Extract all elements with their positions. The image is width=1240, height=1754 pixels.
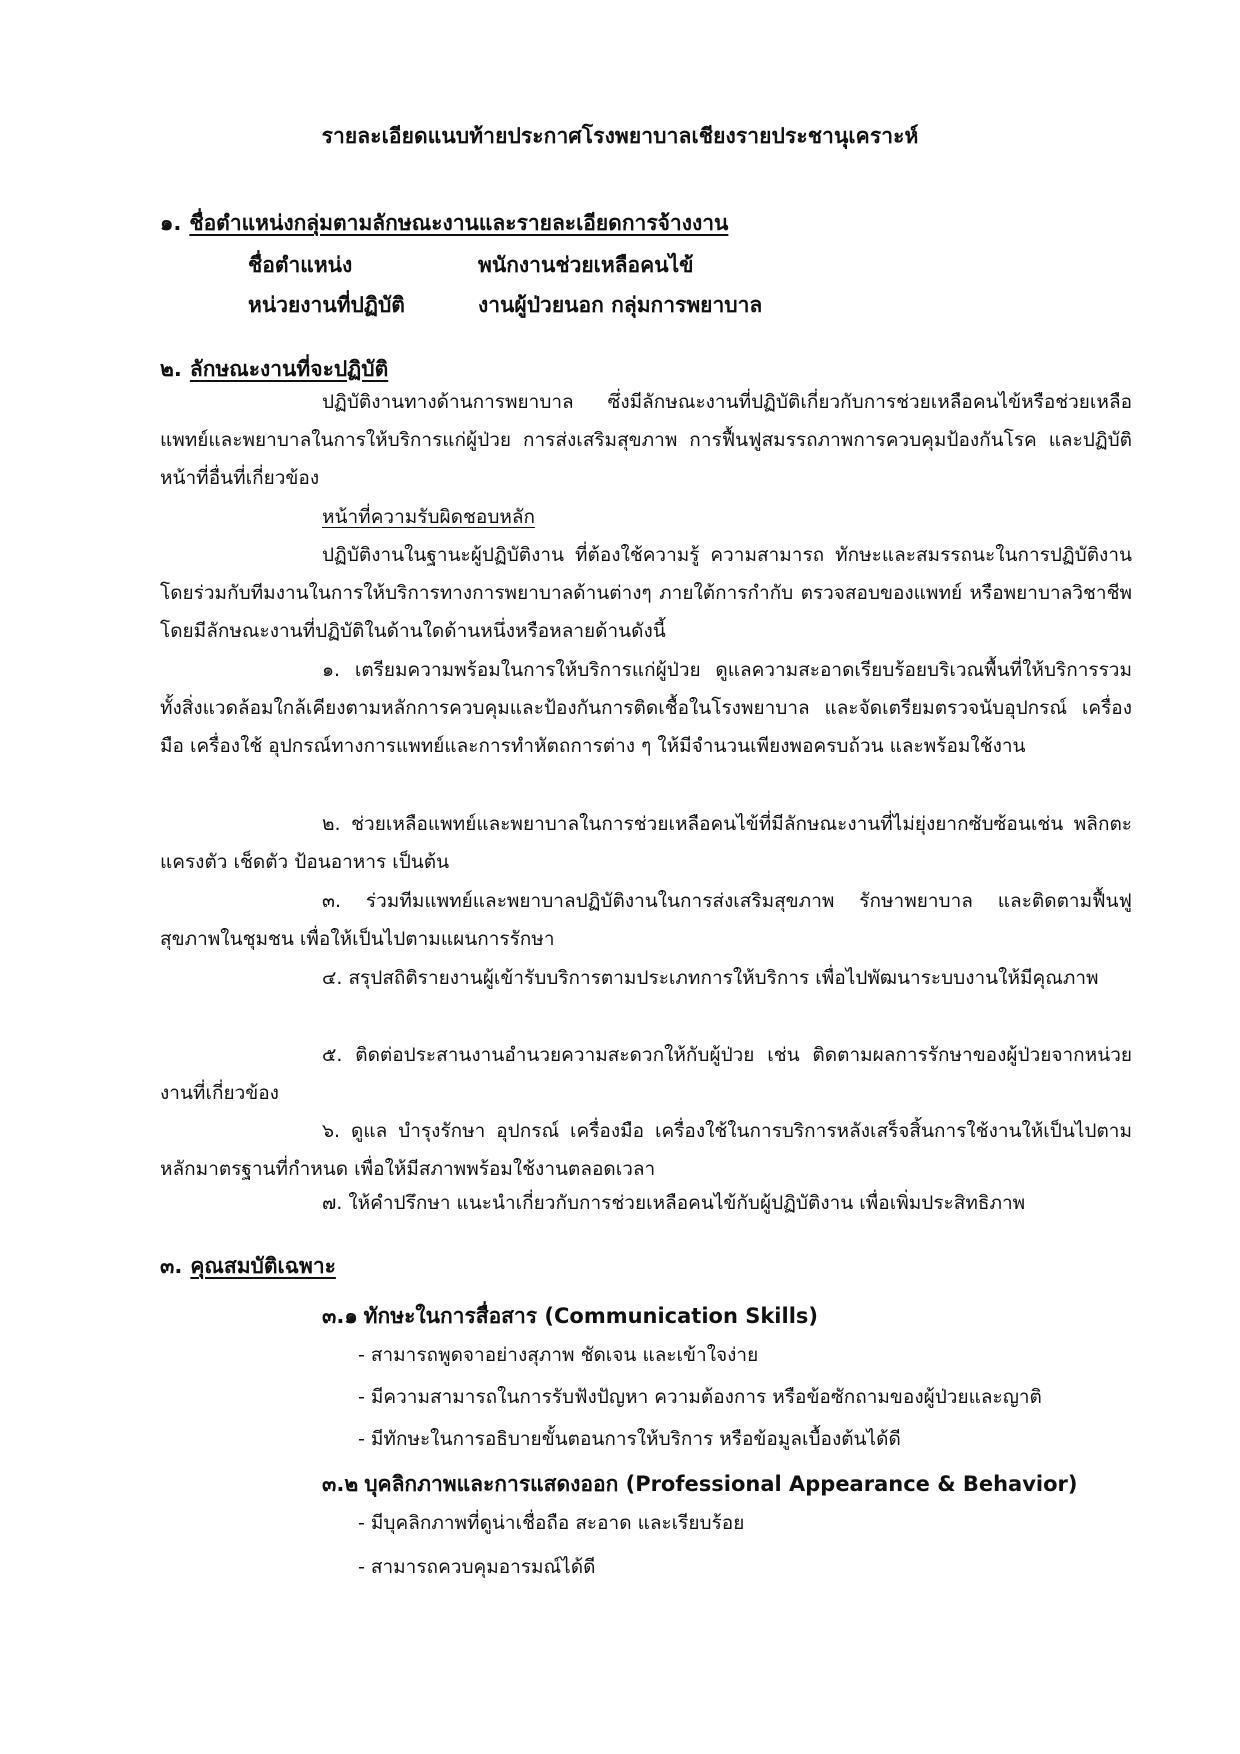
position-label: ชื่อตำแหน่ง	[248, 253, 353, 277]
section-2-intro: ปฏิบัติงานทางด้านการพยาบาล ซึ่งมีลักษณะงานที่ปฏิบัติเกี่ยวกับการช่วยเหลือคนไข้หรือช่วยเหลือแพทย์และพยาบาลในการให้บริการแก่ผู้ป่วย การส่งเสริมสุขภาพ การฟื้นฟูสมรรถภาพการควบคุมป้องกันโรค และปฏิบัติหน้าที่อื่นที่เกี่ยวข้อง	[160, 391, 1132, 489]
section-3-heading	[160, 1250, 336, 1283]
duty-item: ๔. สรุปสถิติรายงานผู้เข้ารับบริการตามประเภทการให้บริการ เพื่อไปพัฒนาระบบงานให้มีคุณภาพ	[322, 967, 1099, 989]
position-value: พนักงานช่วยเหลือคนไข้	[478, 253, 694, 277]
subsection-3-1-title: ทักษะในการสื่อสาร (Communication Skills)	[363, 1304, 819, 1328]
bullet-item: - มีความสามารถในการรับฟังปัญหา ความต้องการ หรือข้อซักถามของผู้ป่วยและญาติ	[358, 1386, 1042, 1408]
bullet-item: - สามารถควบคุมอารมณ์ได้ดี	[358, 1556, 596, 1578]
bullet-item: - สามารถพูดจาอย่างสุภาพ ชัดเจน และเข้าใจง่าย	[358, 1344, 759, 1366]
duty-item: ๖. ดูแล บำรุงรักษา อุปกรณ์ เครื่องมือ เครื่องใช้ในการบริการหลังเสร็จสิ้นการใช้งานให้เป็นไปตามหลักมาตรฐานที่กำหนด เพื่อให้มีสภาพพร้อมใช้งานตลอดเวลา	[160, 1120, 1132, 1180]
duty-item: ๒. ช่วยเหลือแพทย์และพยาบาลในการช่วยเหลือคนไข้ที่มีลักษณะงานที่ไม่ยุ่งยากซับซ้อนเช่น พลิกตะแครงตัว เช็ดตัว ป้อนอาหาร เป็นต้น	[160, 813, 1132, 873]
bullet-item: - มีทักษะในการอธิบายขั้นตอนการให้บริการ หรือข้อมูลเบื้องต้นได้ดี	[358, 1428, 901, 1450]
section-2-title: ลักษณะงานที่จะปฏิบัติ	[189, 357, 389, 381]
section-3-number: ๓.	[160, 1254, 183, 1278]
unit-value: งานผู้ป่วยนอก กลุ่มการพยาบาล	[478, 293, 763, 317]
unit-label: หน่วยงานที่ปฏิบัติ	[248, 293, 405, 317]
duties-intro: ปฏิบัติงานในฐานะผู้ปฏิบัติงาน ที่ต้องใช้ความรู้ ความสามารถ ทักษะและสมรรถนะในการปฏิบัติงาน โดยร่วมกับทีมงานในการให้บริการทางการพยาบาลด้านต่างๆ ภายใต้การกำกับ ตรวจสอบของแพทย์ หรือพยาบาลวิชาชีพ โดยมีลักษณะงานที่ปฏิบัติในด้านใดด้านหนึ่งหรือหลายด้านดังนี้	[160, 544, 1132, 642]
section-2-number: ๒.	[160, 357, 182, 381]
document-title: รายละเอียดแนบท้ายประกาศโรงพยาบาลเชียงรายประชานุเคราะห์	[321, 124, 919, 148]
subsection-3-1-heading	[322, 1300, 818, 1333]
duty-item: ๗. ให้คำปรึกษา แนะนำเกี่ยวกับการช่วยเหลือคนไข้กับผู้ปฏิบัติงาน เพื่อเพิ่มประสิทธิภาพ	[322, 1192, 1026, 1214]
section-1-heading	[160, 207, 728, 240]
section-2-heading	[160, 353, 388, 386]
duty-item: ๓. ร่วมทีมแพทย์และพยาบาลปฏิบัติงานในการส่งเสริมสุขภาพ รักษาพยาบาล และติดตามฟื้นฟูสุขภาพในชุมชน เพื่อให้เป็นไปตามแผนการรักษา	[160, 890, 1132, 950]
section-1-number: ๑.	[160, 211, 182, 235]
subsection-3-1-number: ๓.๑	[322, 1304, 358, 1328]
subsection-3-2-title: บุคลิกภาพและการแสดงออก (Professional Appearance & Behavior)	[364, 1472, 1078, 1496]
section-1-title: ชื่อตำแหน่งกลุ่มตามลักษณะงานและรายละเอียดการจ้างงาน	[189, 211, 729, 235]
bullet-item: - มีบุคลิกภาพที่ดูน่าเชื่อถือ สะอาด และเรียบร้อย	[358, 1512, 745, 1534]
subsection-3-2-number: ๓.๒	[322, 1472, 359, 1496]
duty-item: ๕. ติดต่อประสานงานอำนวยความสะดวกให้กับผู้ป่วย เช่น ติดตามผลการรักษาของผู้ป่วยจากหน่วยงานที่เกี่ยวข้อง	[160, 1044, 1132, 1104]
section-3-title: คุณสมบัติเฉพาะ	[190, 1254, 336, 1278]
subsection-3-2-heading	[322, 1468, 1077, 1501]
duties-heading: หน้าที่ความรับผิดชอบหลัก	[322, 506, 536, 528]
duty-item: ๑. เตรียมความพร้อมในการให้บริการแก่ผู้ป่วย ดูแลความสะอาดเรียบร้อยบริเวณพื้นที่ให้บริการรวมทั้งสิ่งแวดล้อมใกล้เคียงตามหลักการควบคุมและป้องกันการติดเชื้อในโรงพยาบาล และจัดเตรียมตรวจนับอุปกรณ์ เครื่องมือ เครื่องใช้ อุปกรณ์ทางการแพทย์และการทำหัตถการต่าง ๆ ให้มีจำนวนเพียงพอครบถ้วน และพร้อมใช้งาน	[160, 659, 1132, 757]
